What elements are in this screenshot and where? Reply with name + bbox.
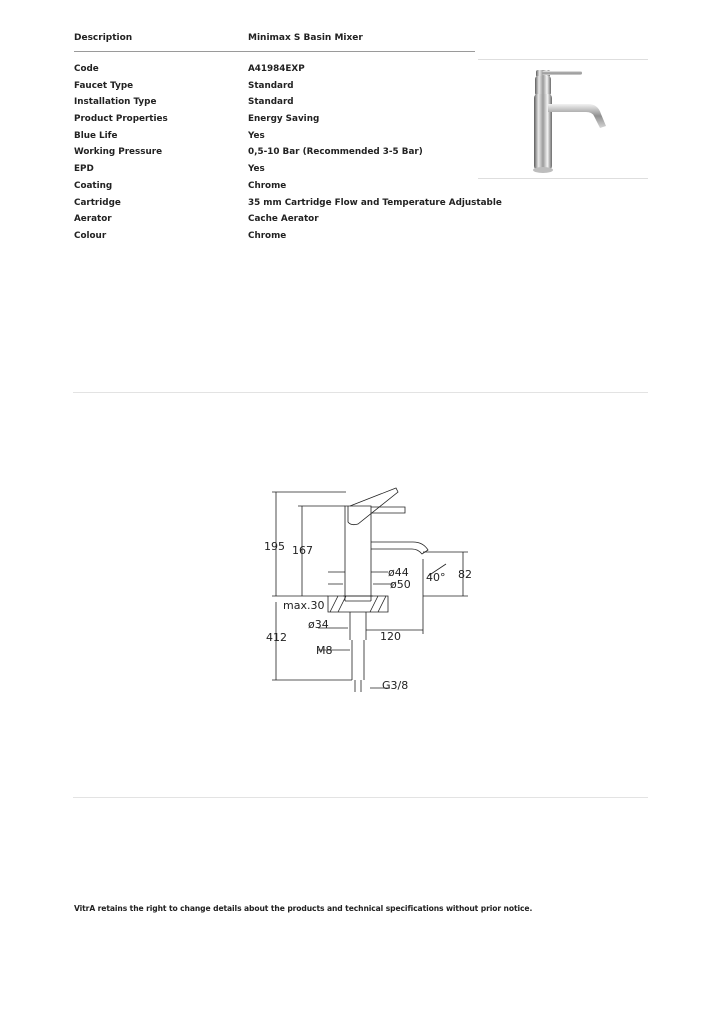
spec-row-code	[74, 64, 494, 81]
section-divider	[73, 392, 648, 393]
footer-notice: VitrA retains the right to change details about the products and technical specifications without prior notice.	[74, 904, 533, 913]
spec-value: Yes	[248, 130, 265, 141]
spec-row-faucet-type	[74, 81, 494, 98]
spec-header	[74, 33, 475, 52]
faucet-photo	[478, 60, 648, 178]
dim-167: 167	[292, 544, 313, 557]
dim-44: ø44	[388, 566, 409, 579]
dim-max30: max.30	[283, 599, 325, 612]
dim-angle: 40°	[426, 571, 446, 584]
spec-row-coating	[74, 181, 494, 198]
dim-50: ø50	[390, 578, 411, 591]
spec-label: Working Pressure	[74, 147, 163, 158]
dim-195: 195	[264, 540, 285, 553]
dim-82: 82	[458, 568, 472, 581]
spec-value: 0,5-10 Bar (Recommended 3-5 Bar)	[248, 147, 423, 158]
spec-label: Aerator	[74, 214, 112, 225]
spec-label: Blue Life	[74, 130, 118, 141]
section-divider-bottom	[73, 797, 648, 798]
dim-m8: M8	[316, 644, 333, 657]
dimension-drawing-svg	[258, 484, 478, 696]
spec-value: Energy Saving	[248, 114, 320, 125]
dim-g38: G3/8	[382, 679, 409, 692]
spec-label: Cartridge	[74, 197, 121, 208]
spec-header-label: Description	[74, 33, 133, 43]
spec-label: Colour	[74, 230, 107, 241]
spec-value: Chrome	[248, 180, 287, 191]
spec-table	[74, 64, 502, 248]
product-image	[478, 59, 648, 179]
spec-row-colour	[74, 231, 494, 248]
spec-value: Standard	[248, 97, 294, 108]
dim-34: ø34	[308, 618, 329, 631]
spec-row-epd	[74, 164, 494, 181]
spec-label: Faucet Type	[74, 80, 134, 91]
spec-row-installation-type	[74, 97, 494, 114]
spec-value: A41984EXP	[248, 64, 305, 74]
spec-header-value: Minimax S Basin Mixer	[248, 33, 363, 43]
spec-row-working-pressure	[74, 147, 494, 164]
dim-120: 120	[380, 630, 401, 643]
spec-row-product-properties	[74, 114, 494, 131]
spec-value: Chrome	[248, 230, 287, 241]
spec-label: EPD	[74, 164, 94, 175]
dim-412: 412	[266, 631, 287, 644]
spec-row-blue-life	[74, 131, 494, 148]
technical-drawing	[258, 484, 478, 696]
spec-label: Code	[74, 64, 99, 74]
spec-label: Installation Type	[74, 97, 157, 108]
spec-label: Product Properties	[74, 114, 168, 125]
spec-value: Cache Aerator	[248, 214, 319, 225]
spec-label: Coating	[74, 180, 113, 191]
spec-value: 35 mm Cartridge Flow and Temperature Adjustable	[248, 197, 502, 208]
spec-value: Standard	[248, 80, 294, 91]
spec-row-cartridge	[74, 197, 502, 215]
spec-row-aerator	[74, 214, 494, 231]
spec-value: Yes	[248, 164, 265, 175]
